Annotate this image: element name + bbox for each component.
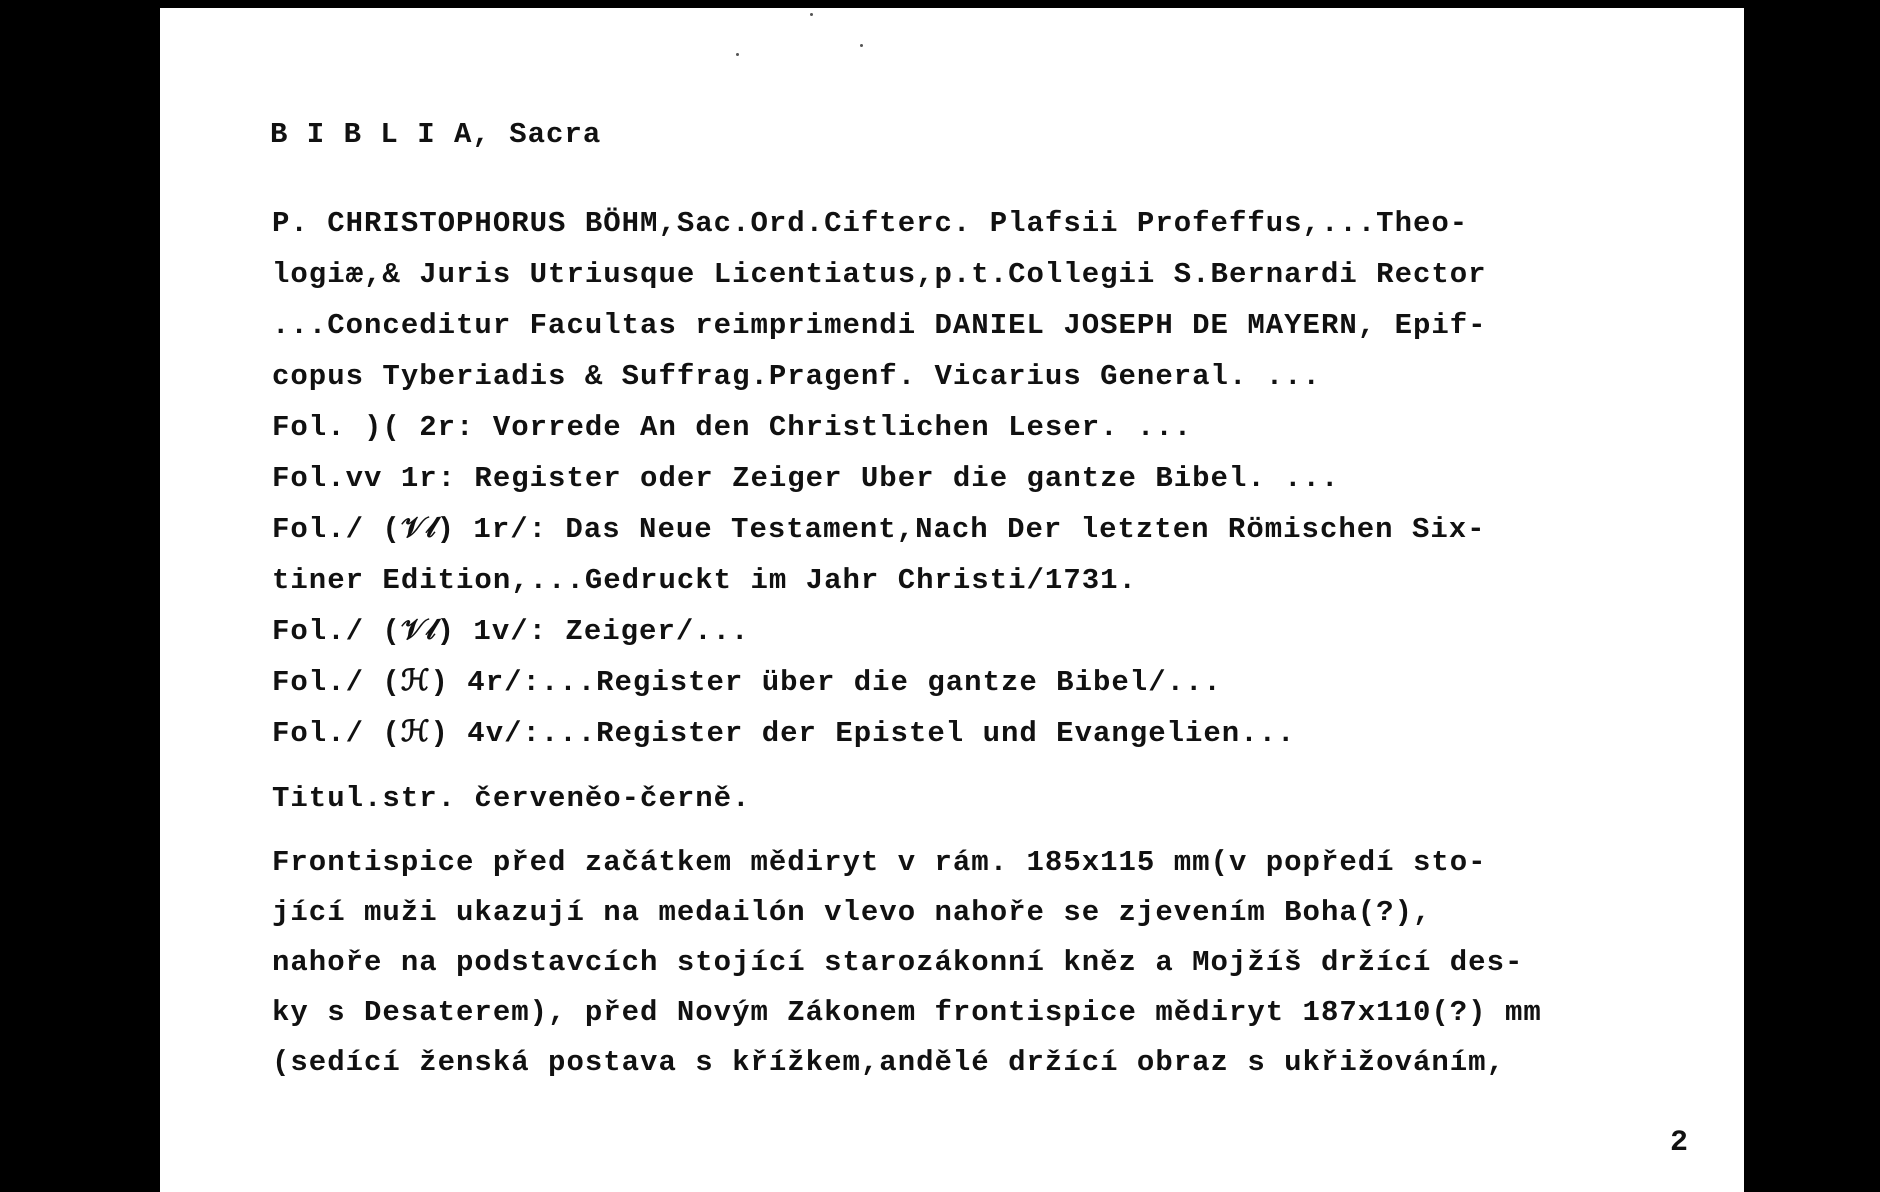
entry-line: Fol./ (ℋ) 4r/:...Register über die gantze Bibel/...	[272, 666, 1222, 699]
frontispiece-description	[272, 838, 1542, 1088]
entry-line: Fol. )( 2r: Vorrede An den Christlichen Leser. ...	[272, 411, 1193, 444]
entry-line: logiæ,& Juris Utriusque Licentiatus,p.t.Collegii S.Bernardi Rector	[272, 258, 1487, 291]
entry-line: Fol.vv 1r: Register oder Zeiger Uber die gantze Bibel. ...	[272, 462, 1340, 495]
title-page-note	[272, 773, 750, 824]
description-line: Frontispice před začátkem mědiryt v rám. 185x115 mm(v popředí sto-	[272, 846, 1487, 879]
entry-line: P. CHRISTOPHORUS BÖHM,Sac.Ord.Cifterc. Plafsii Profeffus,...Theo-	[272, 207, 1469, 240]
note-line: Titul.str. červeněo-černě.	[272, 782, 751, 815]
ink-speck	[736, 53, 739, 56]
entry-line: Fol./ (ℋ) 4v/:...Register der Epistel und Evangelien...	[272, 717, 1296, 750]
entry-line: Fol./ (𝒱𝓁) 1r/: Das Neue Testament,Nach Der letzten Römischen Six-	[272, 513, 1486, 546]
entry-line: copus Tyberiadis & Suffrag.Pragenf. Vicarius General. ...	[272, 360, 1321, 393]
entry-line: Fol./ (𝒱𝓁) 1v/: Zeiger/...	[272, 615, 750, 648]
description-line: (sedící ženská postava s křížkem,andělé držící obraz s ukřižováním,	[272, 1046, 1505, 1079]
description-line: ky s Desaterem), před Novým Zákonem frontispice mědiryt 187x110(?) mm	[272, 996, 1542, 1029]
ink-speck	[810, 13, 813, 16]
description-line: nahoře na podstavcích stojící starozákonní kněz a Mojžíš držící des-	[272, 946, 1524, 979]
ink-speck	[860, 44, 863, 47]
page-number: 2	[1670, 1126, 1689, 1160]
entry-line: tiner Edition,...Gedruckt im Jahr Christi/1731.	[272, 564, 1137, 597]
description-line: jící muži ukazují na medailón vlevo nahoře se zjevením Boha(?),	[272, 896, 1432, 929]
entry-line: ...Conceditur Facultas reimprimendi DANIEL JOSEPH DE MAYERN, Epif-	[272, 309, 1487, 342]
imprint-entries	[272, 198, 1487, 759]
catalog-card	[160, 8, 1744, 1192]
card-heading: B I B L I A, Sacra	[270, 118, 602, 151]
